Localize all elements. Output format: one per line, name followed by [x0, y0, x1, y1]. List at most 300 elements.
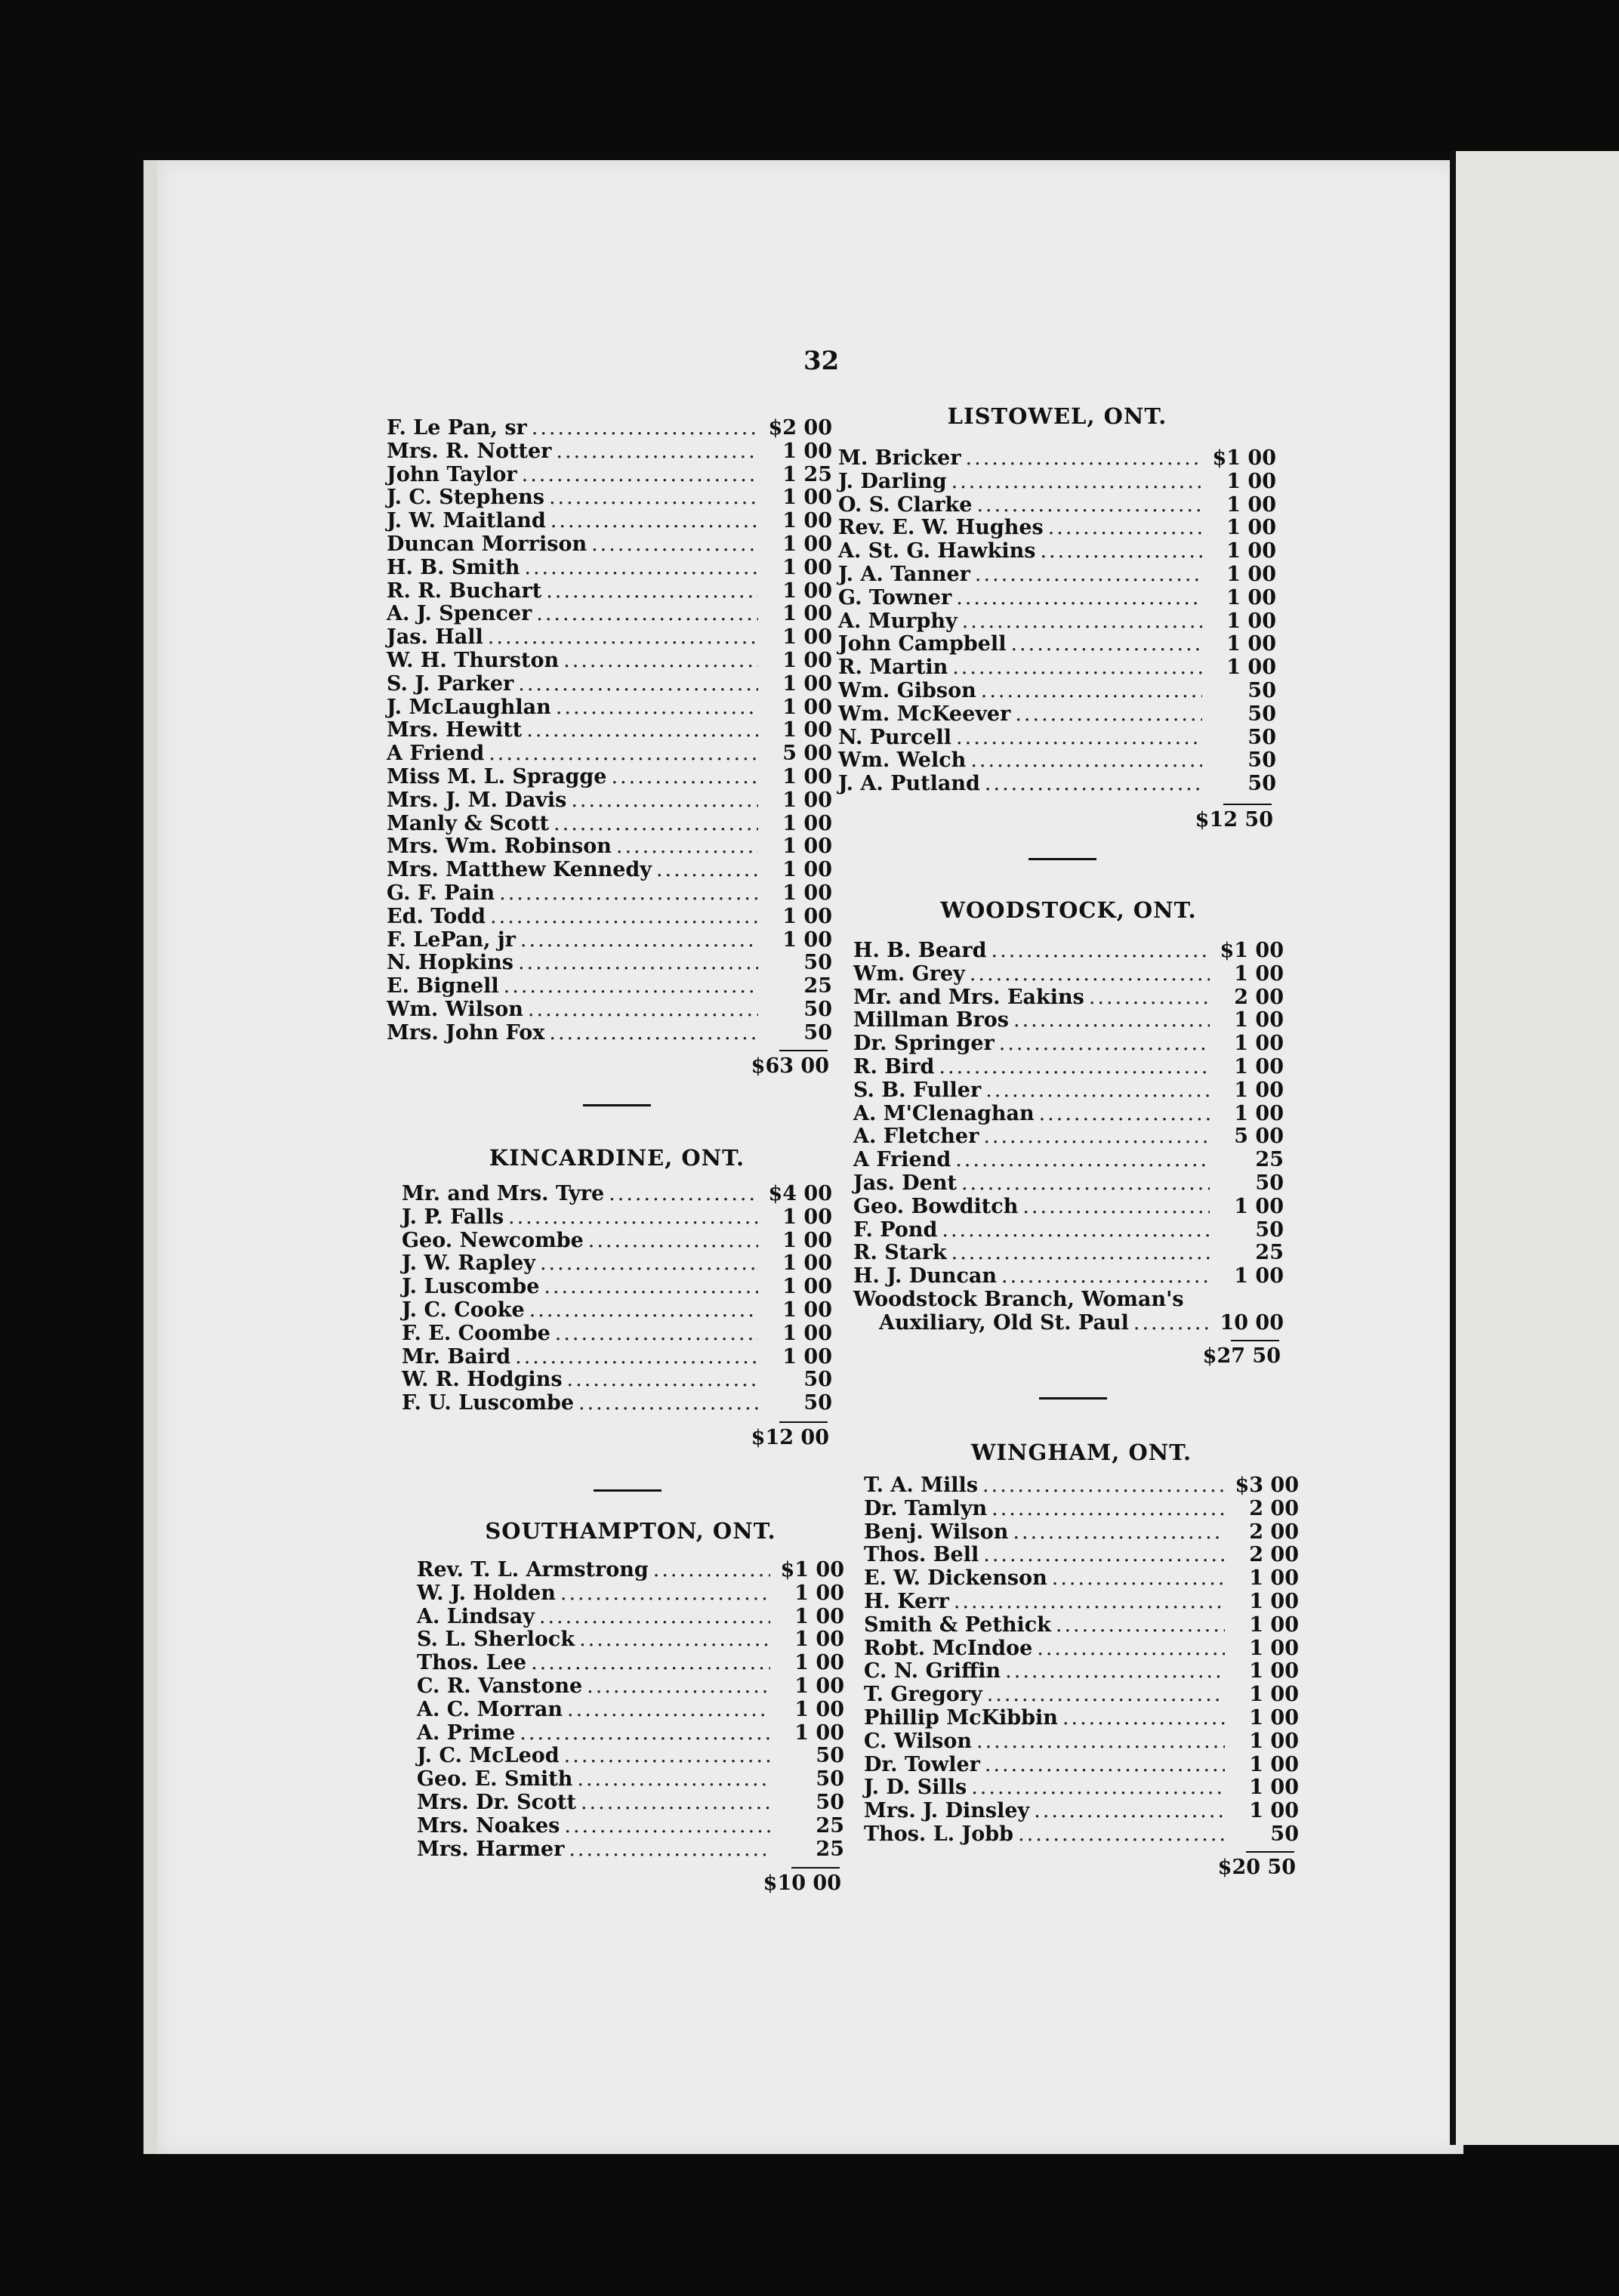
contribution-amount: 50	[816, 1744, 844, 1768]
contribution-amount: 1 00	[782, 1344, 832, 1369]
wingham-title: WINGHAM, ONT.	[970, 1440, 1192, 1465]
contribution-amount: 1 00	[782, 695, 832, 719]
contribution-amount: 50	[816, 1790, 844, 1814]
contributor-name: Mrs. Hewitt	[387, 718, 523, 742]
leader-dots	[939, 1056, 1210, 1079]
leader-dots	[1018, 1823, 1225, 1847]
contribution-amount: 50	[1255, 1171, 1284, 1195]
list-item	[387, 673, 832, 696]
list-item	[838, 656, 1276, 680]
contribution-amount: 1 00	[782, 625, 832, 650]
list-item	[387, 440, 832, 464]
contributor-name: Thos. L. Jobb	[864, 1822, 1014, 1846]
contributor-name: Jas. Hall	[387, 625, 483, 650]
contribution-amount: 1 00	[782, 648, 832, 672]
list-item	[417, 1699, 844, 1722]
list-item	[387, 742, 832, 766]
contribution-amount: 1 00	[1226, 656, 1276, 680]
branch-line-1: Woodstock Branch, Woman's	[853, 1287, 1184, 1311]
total-first: $63 00	[751, 1054, 829, 1078]
contribution-amount: 1 00	[1249, 1729, 1299, 1753]
contributor-name: G. F. Pain	[387, 881, 495, 905]
list-item	[853, 1103, 1284, 1126]
leader-dots	[567, 1699, 770, 1722]
list-item	[838, 773, 1276, 796]
contributor-name: Wm. McKeever	[838, 702, 1011, 726]
list-item	[417, 1768, 844, 1791]
leader-dots	[985, 1079, 1210, 1103]
contribution-amount: 1 00	[782, 439, 832, 463]
list-item	[864, 1521, 1299, 1545]
contributor-name: Geo. Bowditch	[853, 1194, 1019, 1218]
contributor-name: R. Stark	[853, 1241, 947, 1265]
leader-dots	[591, 533, 758, 557]
contribution-amount: 50	[1255, 1217, 1284, 1242]
list-item	[387, 975, 832, 998]
list-item	[853, 1032, 1284, 1056]
contribution-amount: $1 00	[1212, 446, 1276, 470]
list-item	[853, 1009, 1284, 1032]
leader-dots	[656, 859, 758, 882]
leader-dots	[653, 1559, 770, 1582]
leader-dots	[581, 1791, 770, 1815]
contribution-amount: $4 00	[768, 1182, 832, 1205]
contribution-amount: 1 00	[1234, 1194, 1284, 1218]
list-item	[838, 494, 1276, 517]
contribution-amount: 1 00	[1226, 585, 1276, 609]
leader-dots	[515, 1346, 758, 1369]
leader-dots	[518, 952, 758, 975]
list-item	[387, 766, 832, 789]
contributor-name: J. Darling	[838, 469, 947, 493]
contributor-name: Robt. McIndoe	[864, 1636, 1033, 1660]
contributor-name: Geo. Newcombe	[402, 1228, 584, 1252]
leader-dots	[1001, 1265, 1210, 1288]
leader-dots	[564, 1815, 770, 1838]
branch-line-2: Auxiliary, Old St. Paul	[879, 1310, 1129, 1335]
contribution-amount: 1 00	[1234, 1032, 1284, 1056]
contribution-amount: 2 00	[1249, 1543, 1299, 1567]
leader-dots	[611, 766, 758, 789]
contributor-name: C. R. Vanstone	[417, 1674, 583, 1698]
page-number: 32	[803, 346, 840, 376]
contribution-amount: 50	[803, 1020, 832, 1045]
leader-dots	[539, 1606, 770, 1629]
contributor-name: Duncan Morrison	[387, 532, 587, 556]
list-item	[864, 1660, 1299, 1683]
leader-dots	[549, 486, 758, 510]
contribution-amount: 1 00	[1249, 1705, 1299, 1730]
list-item	[417, 1628, 844, 1652]
leader-dots	[1062, 1707, 1225, 1730]
leader-dots	[956, 587, 1202, 610]
first-list	[387, 417, 832, 1045]
leader-dots	[983, 1544, 1225, 1567]
section-divider	[1039, 1397, 1107, 1400]
leader-dots	[549, 1022, 758, 1045]
list-item	[838, 563, 1276, 587]
contributor-name: J. D. Sills	[864, 1776, 967, 1800]
leader-dots	[1048, 517, 1202, 540]
contributor-name: Mrs. John Fox	[387, 1020, 545, 1045]
contributor-name: G. Towner	[838, 585, 952, 609]
contribution-amount: 1 00	[782, 1321, 832, 1345]
leader-dots	[588, 1230, 758, 1253]
total-southampton: $10 00	[763, 1872, 841, 1896]
list-item	[838, 727, 1276, 750]
contribution-amount: 1 00	[1234, 1264, 1284, 1288]
leader-dots	[579, 1628, 770, 1652]
list-item	[864, 1591, 1299, 1614]
list-item	[853, 1125, 1284, 1149]
contributor-name: Benj. Wilson	[864, 1520, 1009, 1544]
list-item	[838, 680, 1276, 703]
leader-dots	[985, 1754, 1225, 1777]
leader-dots	[1089, 986, 1210, 1010]
contributor-name: J. W. Rapley	[402, 1251, 535, 1276]
list-item	[853, 1196, 1284, 1219]
list-item	[387, 906, 832, 929]
contributor-name: A. Fletcher	[853, 1125, 979, 1149]
contributor-name: Wm. Gibson	[838, 678, 976, 702]
leader-dots	[970, 749, 1202, 773]
contribution-amount: 25	[816, 1837, 844, 1861]
leader-dots	[951, 1242, 1210, 1265]
contributor-name: F. E. Coombe	[402, 1321, 550, 1345]
list-item	[402, 1252, 832, 1276]
list-item	[864, 1614, 1299, 1637]
contributor-name: C. Wilson	[864, 1729, 973, 1753]
southampton-section	[417, 1517, 844, 1899]
contribution-amount: 2 00	[1249, 1520, 1299, 1544]
contribution-amount: 1 00	[794, 1674, 844, 1698]
contributor-name: Mrs. J. M. Davis	[387, 788, 567, 812]
southampton-list	[417, 1559, 844, 1861]
contribution-amount: 1 00	[1234, 1008, 1284, 1032]
list-item	[387, 859, 832, 882]
contributor-name: Millman Bros	[853, 1008, 1010, 1032]
list-item	[387, 533, 832, 557]
contribution-amount: 1 00	[1234, 961, 1284, 986]
list-item	[838, 540, 1276, 563]
list-item	[387, 719, 832, 742]
list-item	[864, 1823, 1299, 1847]
leader-dots	[976, 494, 1202, 517]
facing-page	[1456, 151, 1619, 2145]
contribution-amount: 50	[803, 1368, 832, 1392]
leader-dots	[983, 1125, 1210, 1149]
leader-dots	[564, 1745, 770, 1768]
list-item	[387, 813, 832, 836]
branch-amount: 10 00	[1220, 1310, 1284, 1335]
leader-dots	[560, 1582, 770, 1606]
contributor-name: S. B. Fuller	[853, 1078, 982, 1102]
contribution-amount: 50	[1270, 1822, 1299, 1846]
contribution-amount: 1 00	[1226, 632, 1276, 656]
list-item	[417, 1675, 844, 1699]
list-item	[402, 1276, 832, 1299]
list-item	[402, 1322, 832, 1346]
contributor-name: Dr. Towler	[864, 1752, 980, 1776]
contribution-amount: $1 00	[780, 1558, 844, 1582]
contributor-name: Wm. Welch	[838, 748, 967, 773]
leader-dots	[526, 719, 758, 742]
list-item	[864, 1730, 1299, 1754]
contributor-name: Rev. T. L. Armstrong	[417, 1558, 649, 1582]
list-item	[387, 998, 832, 1022]
leader-dots	[966, 447, 1202, 471]
contribution-amount: 1 00	[782, 532, 832, 556]
contribution-amount: 1 00	[782, 486, 832, 510]
contribution-amount: 1 00	[782, 811, 832, 835]
leader-dots	[1022, 1196, 1210, 1219]
listowel-list	[838, 447, 1276, 796]
contribution-amount: 50	[1247, 772, 1276, 796]
section-divider	[1028, 858, 1096, 860]
contribution-amount: 1 00	[1226, 516, 1276, 540]
contributor-name: Phillip McKibbin	[864, 1705, 1058, 1730]
contributor-name: John Campbell	[838, 632, 1007, 656]
contributor-name: Mr. and Mrs. Eakins	[853, 985, 1084, 1009]
leader-dots	[955, 1149, 1210, 1172]
total-wingham: $20 50	[1217, 1855, 1296, 1879]
contribution-amount: 1 00	[782, 1251, 832, 1276]
list-item	[387, 486, 832, 510]
list-item	[853, 1265, 1284, 1288]
leader-dots	[1034, 1800, 1225, 1823]
contributor-name: J. C. Stephens	[387, 486, 544, 510]
list-item	[387, 626, 832, 650]
contribution-amount: 1 00	[1249, 1776, 1299, 1800]
list-item	[387, 417, 832, 440]
list-item	[417, 1606, 844, 1629]
contribution-amount: 50	[1247, 725, 1276, 749]
contributor-name: M. Bricker	[838, 446, 961, 470]
leader-dots	[529, 1299, 758, 1322]
contributor-name: J. A. Putland	[838, 772, 980, 796]
leader-dots	[1052, 1567, 1225, 1591]
leader-dots	[524, 557, 758, 580]
contribution-amount: 1 00	[1226, 469, 1276, 493]
leader-dots	[985, 773, 1202, 796]
list-item	[864, 1474, 1299, 1498]
woodstock-section	[853, 896, 1284, 1372]
contribution-amount: 1 00	[1226, 492, 1276, 517]
list-item	[417, 1815, 844, 1838]
list-item	[417, 1582, 844, 1606]
leader-dots	[544, 1276, 758, 1299]
leader-dots	[1013, 1009, 1210, 1032]
contributor-name: R. R. Buchart	[387, 579, 542, 603]
contributor-name: Dr. Tamlyn	[864, 1496, 988, 1520]
contributor-name: F. U. Luscombe	[402, 1391, 575, 1415]
contributor-name: Smith & Pethick	[864, 1612, 1051, 1637]
contributor-name: H. B. Smith	[387, 555, 520, 579]
leader-dots	[976, 1730, 1225, 1754]
contribution-amount: 25	[1255, 1241, 1284, 1265]
contribution-amount: 1 00	[782, 764, 832, 788]
list-item	[387, 510, 832, 533]
contributor-name: J. A. Tanner	[838, 562, 970, 586]
list-item	[864, 1800, 1299, 1823]
contribution-amount: 1 00	[1249, 1659, 1299, 1683]
woodstock-branch-line1	[853, 1288, 1284, 1312]
list-item	[864, 1754, 1299, 1777]
contribution-amount: 1 00	[1249, 1636, 1299, 1660]
listowel-title: LISTOWEL, ONT.	[947, 403, 1167, 429]
contributor-name: Jas. Dent	[853, 1171, 957, 1195]
contributor-name: J. C. Cooke	[402, 1298, 525, 1322]
leader-dots	[609, 1183, 758, 1206]
leader-dots	[987, 1683, 1225, 1707]
contributor-name: S. L. Sherlock	[417, 1628, 575, 1652]
contribution-amount: 1 00	[782, 579, 832, 603]
list-item	[864, 1637, 1299, 1661]
leader-dots	[546, 580, 758, 603]
leader-dots	[490, 906, 758, 929]
contributor-name: C. N. Griffin	[864, 1659, 1001, 1683]
leader-dots	[951, 471, 1202, 494]
contribution-amount: 1 25	[782, 462, 832, 486]
contributor-name: F. Pond	[853, 1217, 938, 1242]
contributor-name: A. Murphy	[838, 609, 958, 633]
list-item	[387, 580, 832, 603]
leader-dots	[961, 1172, 1210, 1196]
contributor-name: Rev. E. W. Hughes	[838, 516, 1044, 540]
leader-dots	[532, 417, 758, 440]
contributor-name: Mr. Baird	[402, 1344, 511, 1369]
list-item	[853, 986, 1284, 1010]
book-spine	[1450, 151, 1456, 2145]
leader-dots	[508, 1206, 758, 1230]
leader-dots	[1133, 1312, 1210, 1335]
leader-dots	[556, 440, 758, 464]
list-item	[417, 1791, 844, 1815]
contribution-amount: 1 00	[794, 1628, 844, 1652]
contributor-name: O. S. Clarke	[838, 492, 973, 517]
total-woodstock: $27 50	[1202, 1344, 1281, 1368]
contributor-name: Geo. E. Smith	[417, 1767, 573, 1791]
contribution-amount: 1 00	[1249, 1566, 1299, 1591]
contribution-amount: 1 00	[782, 1298, 832, 1322]
contribution-amount: 1 00	[782, 927, 832, 952]
woodstock-title: WOODSTOCK, ONT.	[940, 897, 1197, 923]
contributor-name: Mrs. R. Notter	[387, 439, 552, 463]
contribution-amount: 1 00	[794, 1604, 844, 1628]
contributor-name: Ed. Todd	[387, 904, 486, 928]
leader-dots	[954, 1591, 1225, 1614]
leader-dots	[1010, 633, 1202, 656]
contributor-name: A. J. Spencer	[387, 602, 532, 626]
list-item	[853, 1219, 1284, 1242]
list-item	[838, 749, 1276, 773]
list-item	[417, 1559, 844, 1582]
contribution-amount: 1 00	[1226, 609, 1276, 633]
total-listowel: $12 50	[1195, 807, 1273, 832]
list-item	[864, 1544, 1299, 1567]
contribution-amount: 1 00	[794, 1720, 844, 1745]
contribution-amount: 1 00	[1249, 1589, 1299, 1613]
leader-dots	[556, 696, 758, 720]
kincardine-title: KINCARDINE, ONT.	[489, 1145, 745, 1171]
list-item	[864, 1683, 1299, 1707]
leader-dots	[536, 603, 758, 626]
contribution-amount: 1 00	[782, 1205, 832, 1229]
list-item	[387, 696, 832, 720]
contribution-amount: 5 00	[782, 742, 832, 766]
leader-dots	[970, 963, 1210, 986]
contributor-name: J. C. McLeod	[417, 1744, 560, 1768]
woodstock-list	[853, 940, 1284, 1288]
contribution-amount: 5 00	[1234, 1125, 1284, 1149]
contributor-name: W. J. Holden	[417, 1581, 556, 1605]
contributor-name: E. W. Dickenson	[864, 1566, 1047, 1591]
contributor-name: Thos. Lee	[417, 1651, 527, 1675]
list-item	[864, 1707, 1299, 1730]
list-item	[853, 1079, 1284, 1103]
contributor-name: Mrs. Wm. Robinson	[387, 835, 612, 859]
contribution-amount: 1 00	[1226, 562, 1276, 586]
list-item	[838, 703, 1276, 727]
list-item	[864, 1776, 1299, 1800]
contributor-name: W. R. Hodgins	[402, 1368, 563, 1392]
contributor-name: A. M'Clenaghan	[853, 1101, 1035, 1125]
leader-dots	[489, 742, 758, 766]
contribution-amount: 25	[1255, 1148, 1284, 1172]
list-item	[853, 940, 1284, 963]
leader-dots	[563, 650, 758, 673]
list-item	[838, 633, 1276, 656]
woodstock-branch-line2	[853, 1312, 1284, 1335]
leader-dots	[942, 1219, 1210, 1242]
list-item	[387, 929, 832, 952]
contributor-name: Mr. and Mrs. Tyre	[402, 1182, 605, 1205]
list-item	[417, 1722, 844, 1745]
contribution-amount: 50	[803, 1391, 832, 1415]
contribution-amount: 1 00	[1249, 1752, 1299, 1776]
contribution-amount: 1 00	[782, 555, 832, 579]
contribution-amount: 1 00	[1234, 1101, 1284, 1125]
leader-dots	[1037, 1637, 1225, 1661]
contributor-name: T. Gregory	[864, 1683, 982, 1707]
contribution-amount: 1 00	[782, 1275, 832, 1299]
contribution-amount: 1 00	[782, 881, 832, 905]
leader-dots	[971, 1776, 1225, 1800]
leader-dots	[522, 464, 758, 487]
contributor-name: H. J. Duncan	[853, 1264, 998, 1288]
contributor-name: R. Bird	[853, 1054, 935, 1079]
contribution-amount: $2 00	[768, 416, 832, 440]
contribution-amount: 1 00	[1249, 1612, 1299, 1637]
contributor-name: J. P. Falls	[402, 1205, 504, 1229]
contribution-amount: 1 00	[782, 904, 832, 928]
contributor-name: Mrs. Dr. Scott	[417, 1790, 576, 1814]
leader-dots	[520, 929, 758, 952]
contribution-amount: $3 00	[1235, 1474, 1299, 1497]
list-item	[853, 1242, 1284, 1265]
contributor-name: Dr. Springer	[853, 1032, 995, 1056]
list-item	[417, 1838, 844, 1862]
contributor-name: T. A. Mills	[864, 1474, 979, 1497]
contribution-amount: 1 00	[782, 788, 832, 812]
contributor-name: Mrs. J. Dinsley	[864, 1799, 1030, 1823]
list-item	[853, 963, 1284, 986]
section-divider	[594, 1489, 661, 1492]
contribution-amount: 50	[1247, 748, 1276, 773]
leader-dots	[499, 882, 758, 906]
contribution-amount: 1 00	[794, 1697, 844, 1721]
leader-dots	[488, 626, 758, 650]
